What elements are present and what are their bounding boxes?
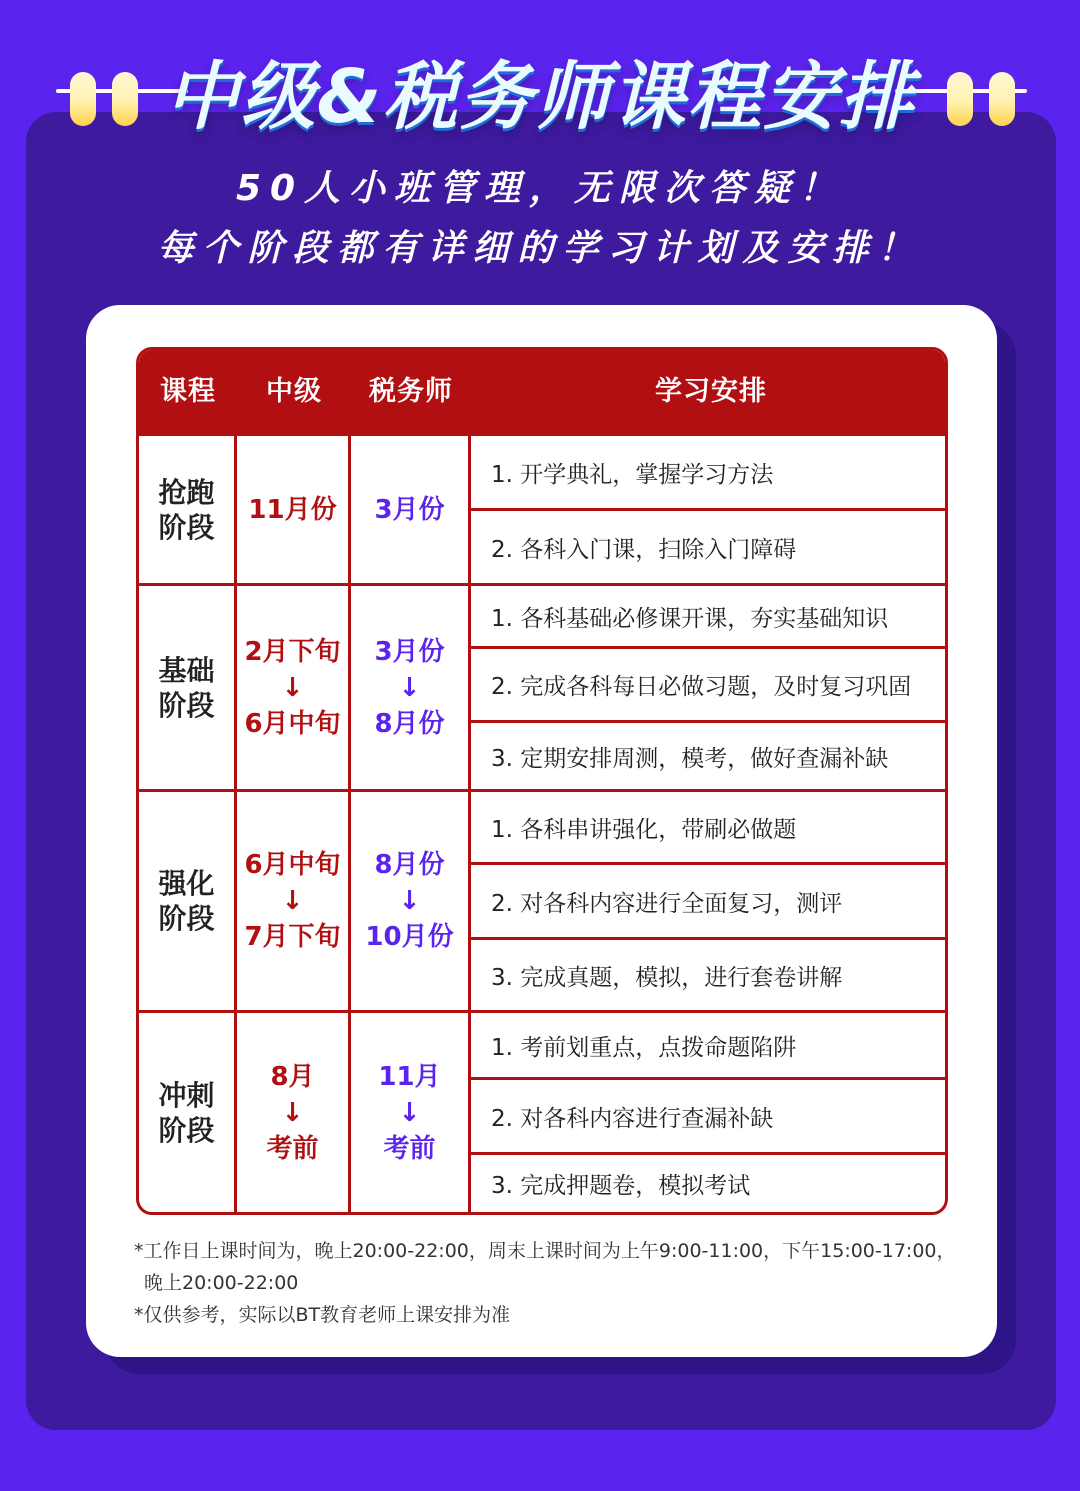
- task-item: 2. 完成各科每日必做习题，及时复习巩固: [491, 674, 912, 700]
- col-header-plan: 学习安排: [655, 376, 767, 407]
- tax-advisor-cell: 8月份 ↓ 10月份: [365, 850, 454, 952]
- tax-advisor-cell: 11月 ↓ 考前: [378, 1061, 441, 1164]
- col-header-course: 课程: [160, 376, 216, 407]
- task-item: 2. 各科入门课，扫除入门障碍: [491, 536, 797, 563]
- task-item: 3. 完成真题，模拟，进行套卷讲解: [491, 964, 843, 991]
- subtitle-line-2: 每个阶段都有详细的学习计划及安排！: [157, 228, 923, 269]
- task-item: 1. 各科串讲强化，带刷必做题: [491, 816, 797, 843]
- task-item: 2. 对各科内容进行全面复习，测评: [491, 890, 843, 917]
- schedule-card: [86, 305, 997, 1357]
- col-header-intermediate: 中级: [266, 376, 322, 407]
- task-item: 1. 考前划重点，点拨命题陷阱: [491, 1034, 797, 1061]
- intermediate-cell: 6月中旬 ↓ 7月下旬: [244, 850, 341, 952]
- task-item: 1. 开学典礼，掌握学习方法: [491, 461, 774, 488]
- intermediate-cell: 11月份: [248, 494, 337, 525]
- stage-cell: 抢跑 阶段: [158, 475, 215, 544]
- tax-advisor-cell: 3月份: [374, 494, 445, 525]
- schedule-table: [136, 347, 948, 1215]
- intermediate-cell: 2月下旬 ↓ 6月中旬: [244, 636, 341, 739]
- stage-cell: 冲刺 阶段: [158, 1078, 215, 1147]
- task-item: 3. 完成押题卷，模拟考试: [491, 1173, 751, 1199]
- footnote-disclaimer: *仅供参考，实际以BT教育老师上课安排为准: [134, 1304, 511, 1326]
- intermediate-cell: 8月 ↓ 考前: [266, 1061, 319, 1164]
- stage-cell: 强化 阶段: [158, 867, 215, 935]
- page-title: 中级&税务师课程安排: [164, 54, 916, 140]
- task-item: 1. 各科基础必修课开课，夯实基础知识: [491, 605, 889, 632]
- col-header-tax-advisor: 税务师: [369, 376, 453, 407]
- tax-advisor-cell: 3月份 ↓ 8月份: [374, 636, 445, 739]
- footnote-schedule: *工作日上课时间为，晚上20:00-22:00，周末上课时间为上午9:00-11:00，下午15:00-17:00， 晚上20:00-22:00: [134, 1240, 956, 1294]
- subtitle-line-1: 50人小班管理，无限次答疑！: [235, 168, 845, 209]
- table-header: [139, 350, 945, 436]
- task-item: 2. 对各科内容进行查漏补缺: [491, 1105, 774, 1132]
- stage-cell: 基础 阶段: [158, 653, 215, 722]
- task-item: 3. 定期安排周测，模考，做好查漏补缺: [491, 745, 889, 772]
